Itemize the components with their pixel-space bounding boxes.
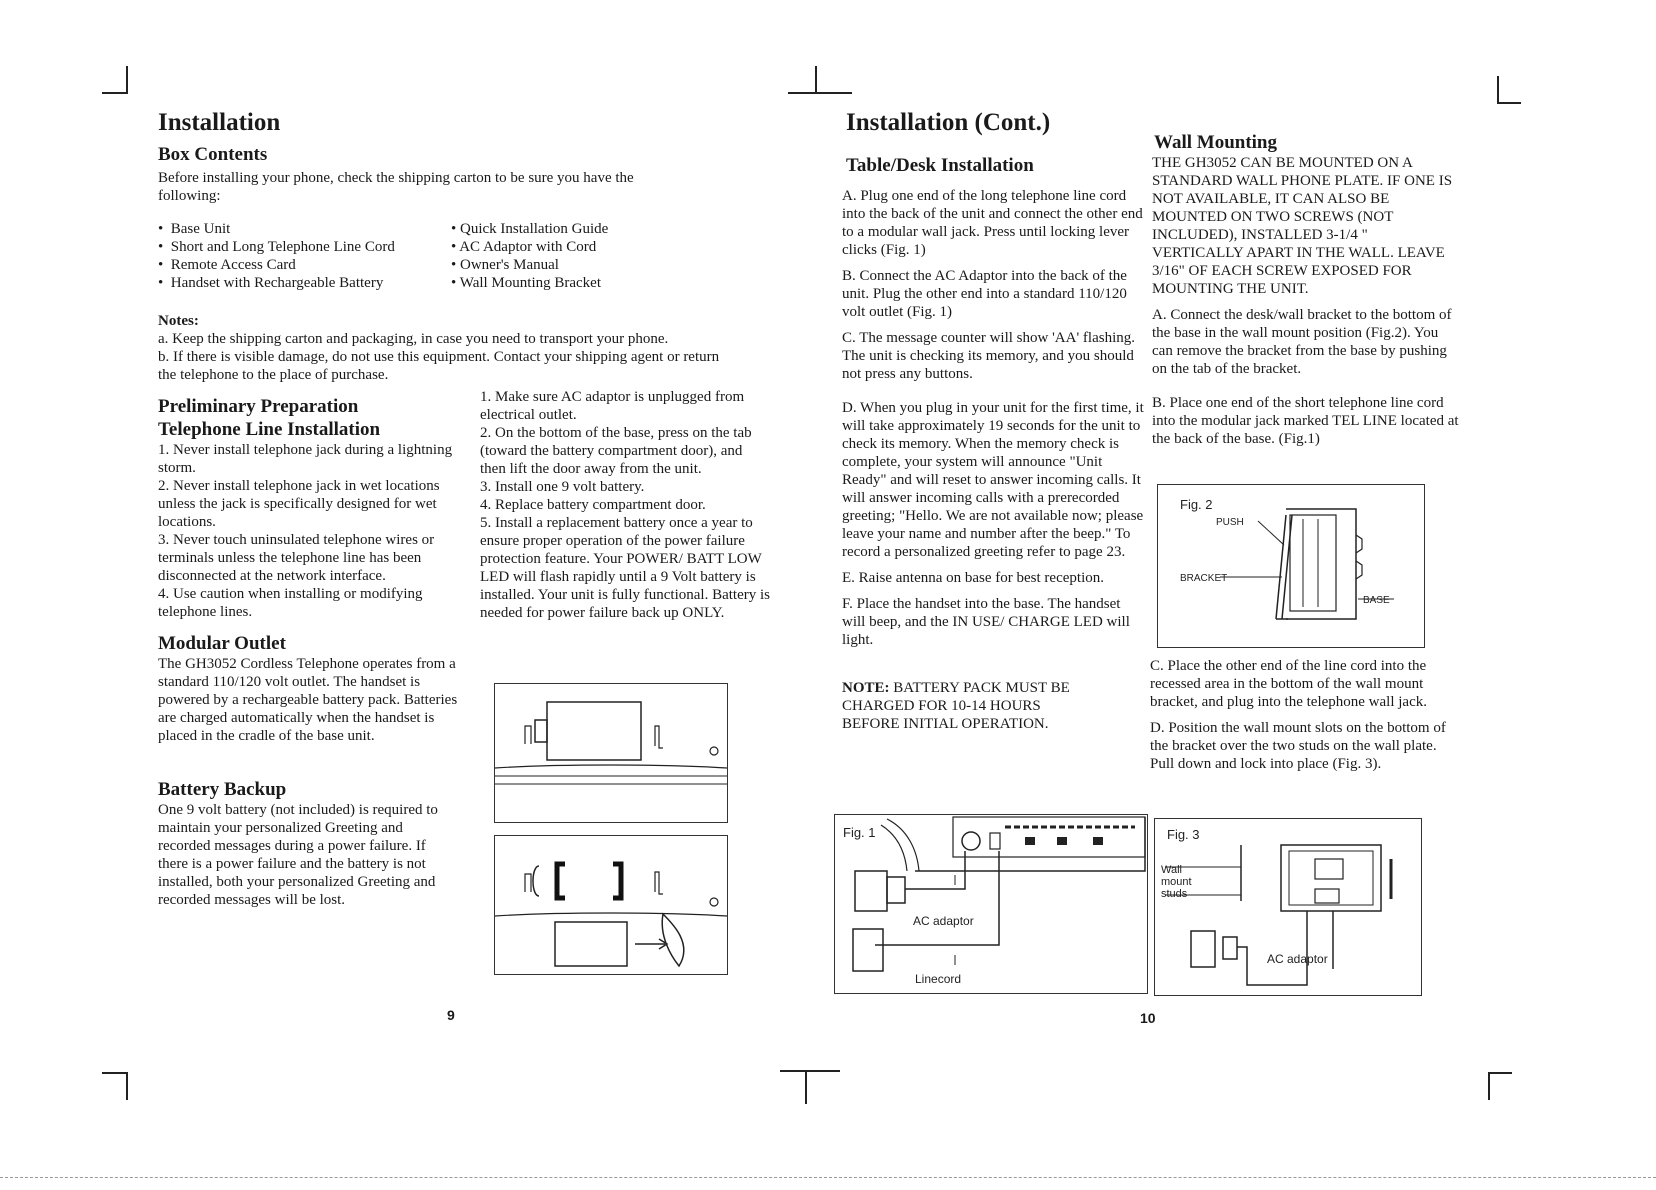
fig1-linecord-label: Linecord	[915, 972, 962, 986]
list-item: 4. Replace battery compartment door.	[480, 497, 706, 513]
crop-mark	[1488, 1072, 1512, 1074]
fig3-illustration	[1155, 819, 1421, 995]
list-item: 4. Use caution when installing or modifying telephone lines.	[158, 586, 423, 620]
telephone-line-heading: Telephone Line Installation	[158, 419, 381, 440]
list-item: • Wall Mounting Bracket	[451, 275, 601, 291]
crop-mark	[126, 66, 128, 94]
wall-mounting-column	[1152, 154, 1462, 448]
fig3-label: Fig. 3	[1167, 827, 1200, 842]
battery-illustration-1	[494, 683, 728, 823]
page-number-right: 10	[1140, 1010, 1156, 1026]
list-item: • Quick Installation Guide	[451, 221, 609, 237]
fig3-box	[1154, 818, 1422, 996]
battery-backup-heading: Battery Backup	[158, 779, 287, 800]
crop-mark	[1497, 76, 1499, 104]
note-a: a. Keep the shipping carton and packaging, in case you need to transport your phone.	[158, 331, 669, 347]
list-item: 5. Install a replacement battery once a year to ensure proper operation of the power failure protection feature. Your POWER/ BATT LOW LED will flash rapidly until a 9 Volt battery is installed. Your unit is fully functional. Battery is needed for power failure back up ONLY.	[480, 515, 770, 621]
list-item: • Owner's Manual	[451, 257, 559, 273]
fig3-ac-adaptor-label: AC adaptor	[1267, 952, 1328, 966]
fig2-illustration	[1158, 485, 1424, 647]
wall-step-b: B. Place one end of the short telephone line cord into the modular jack marked TEL LINE located at the back of the base. (Fig.1)	[1152, 395, 1459, 447]
list-item: 1. Never install telephone jack during a lightning storm.	[158, 442, 453, 476]
fig1-ac-adaptor-label: AC adaptor	[913, 914, 974, 928]
list-item: • Handset with Rechargeable Battery	[158, 275, 384, 291]
list-item: • AC Adaptor with Cord	[451, 239, 597, 255]
step-e: E. Raise antenna on base for best reception.	[842, 570, 1104, 586]
fig3-mount-label: mount	[1161, 876, 1192, 888]
step-b: B. Connect the AC Adaptor into the back of the unit. Plug the other end into a standard 110/120 volt outlet (Fig. 1)	[842, 268, 1127, 320]
box-contents-intro: Before installing your phone, check the shipping carton to be sure you have the following:	[158, 170, 634, 204]
battery-compartment-illustration	[495, 684, 727, 822]
modular-outlet-heading: Modular Outlet	[158, 633, 286, 654]
table-desk-heading: Table/Desk Installation	[846, 155, 1034, 176]
note-label: NOTE:	[842, 680, 890, 696]
notes-heading: Notes:	[158, 313, 199, 329]
wall-mounting-heading: Wall Mounting	[1154, 132, 1277, 153]
right-page-title: Installation (Cont.)	[846, 109, 1051, 136]
box-contents-list-col2	[451, 220, 608, 292]
fig1-illustration	[835, 815, 1147, 993]
list-item: • Short and Long Telephone Line Cord	[158, 239, 395, 255]
list-item: 1. Make sure AC adaptor is unplugged from electrical outlet.	[480, 389, 745, 423]
fig1-box	[834, 814, 1148, 994]
note-b: b. If there is visible damage, do not use this equipment. Contact your shipping agent or return the telephone to the place of purchase.	[158, 349, 720, 383]
bottom-scan-line	[0, 1177, 1656, 1178]
preliminary-heading: Preliminary Preparation	[158, 396, 359, 417]
step-d: D. When you plug in your unit for the first time, it will take approximately 19 seconds for the unit to check its memory. When the memory check is complete, your system will announce "Unit Ready" and will reset to answer incoming calls. It will answer incoming calls with a prerecorded greeting; "Hello. We are not available now; please leave your name and number after the beep." To record a personalized greeting refer to page 23.	[842, 400, 1144, 560]
list-item: • Base Unit	[158, 221, 231, 237]
fig3-studs-label: studs	[1161, 888, 1188, 900]
page-number-left: 9	[447, 1007, 455, 1023]
crop-mark	[788, 92, 852, 94]
list-item: 2. On the bottom of the base, press on the tab (toward the battery compartment door), and then lift the door away from the unit.	[480, 425, 752, 477]
wall-step-c: C. Place the other end of the line cord into the recessed area in the bottom of the wall mount bracket, and plug into the telephone wall jack.	[1150, 658, 1427, 710]
wall-step-a: A. Connect the desk/wall bracket to the bottom of the base in the wall mount position (Fig.2). You can remove the bracket from the base by pushing on the tab of the bracket.	[1152, 307, 1452, 377]
crop-mark	[1488, 1072, 1490, 1100]
table-desk-column	[842, 187, 1147, 733]
fig2-box	[1157, 484, 1425, 648]
left-page-title: Installation	[158, 109, 281, 136]
preliminary-list	[158, 441, 458, 621]
battery-backup-text: One 9 volt battery (not included) is required to maintain your personalized Greeting and recorded messages during a power failure. If there is a power failure and the battery is not installed, both your personalized Greeting and recorded messages will be lost.	[158, 802, 438, 908]
wall-mounting-column-2	[1150, 657, 1450, 773]
crop-mark	[815, 66, 817, 94]
wall-step-d: D. Position the wall mount slots on the bottom of the bracket over the two studs on the wall plate. Pull down and lock into place (Fig. 3).	[1150, 720, 1446, 772]
step-a: A. Plug one end of the long telephone line cord into the back of the unit and connect the other end to a modular wall jack. Press until locking lever clicks (Fig. 1)	[842, 188, 1143, 258]
fig3-wall-label: Wall	[1161, 864, 1182, 876]
note-text: BATTERY PACK MUST BE CHARGED FOR 10-14 HOURS BEFORE INITIAL OPERATION.	[842, 680, 1070, 732]
crop-mark	[1497, 102, 1521, 104]
box-contents-list-col1	[158, 220, 395, 292]
crop-mark	[780, 1070, 840, 1072]
fig2-push-label: PUSH	[1216, 517, 1244, 528]
box-contents-heading: Box Contents	[158, 144, 268, 165]
battery-note	[842, 679, 1102, 733]
list-item: 3. Install one 9 volt battery.	[480, 479, 645, 495]
crop-mark	[126, 1072, 128, 1100]
list-item: 2. Never install telephone jack in wet locations unless the jack is specifically designed for wet locations.	[158, 478, 440, 530]
battery-install-illustration	[495, 836, 727, 974]
step-c: C. The message counter will show 'AA' flashing. The unit is checking its memory, and you should not press any buttons.	[842, 330, 1135, 382]
fig2-bracket-label: BRACKET	[1180, 573, 1228, 584]
fig2-base-label: BASE	[1363, 595, 1390, 606]
list-item: 3. Never touch uninsulated telephone wires or terminals unless the telephone line has been disconnected at the network interface.	[158, 532, 435, 584]
crop-mark	[805, 1070, 807, 1104]
battery-steps-list	[480, 388, 770, 622]
crop-mark	[102, 1072, 128, 1074]
crop-mark	[102, 92, 128, 94]
battery-illustration-2	[494, 835, 728, 975]
step-f: F. Place the handset into the base. The handset will beep, and the IN USE/ CHARGE LED will light.	[842, 596, 1130, 648]
modular-outlet-text: The GH3052 Cordless Telephone operates from a standard 110/120 volt outlet. The handset is powered by a rechargeable battery pack. Batteries are charged automatically when the handset is placed in the cradle of the base unit.	[158, 656, 458, 744]
fig1-label: Fig. 1	[843, 825, 876, 840]
fig2-label: Fig. 2	[1180, 497, 1213, 512]
wall-mounting-caps: THE GH3052 CAN BE MOUNTED ON A STANDARD WALL PHONE PLATE. IF ONE IS NOT AVAILABLE, IT CAN ALSO BE MOUNTED ON TWO SCREWS (NOT INCLUDED), INSTALLED 3-1/4 " VERTICALLY APART IN THE WALL. LEAVE 3/16" OF EACH SCREW EXPOSED FOR MOUNTING THE UNIT.	[1152, 155, 1453, 297]
list-item: • Remote Access Card	[158, 257, 296, 273]
